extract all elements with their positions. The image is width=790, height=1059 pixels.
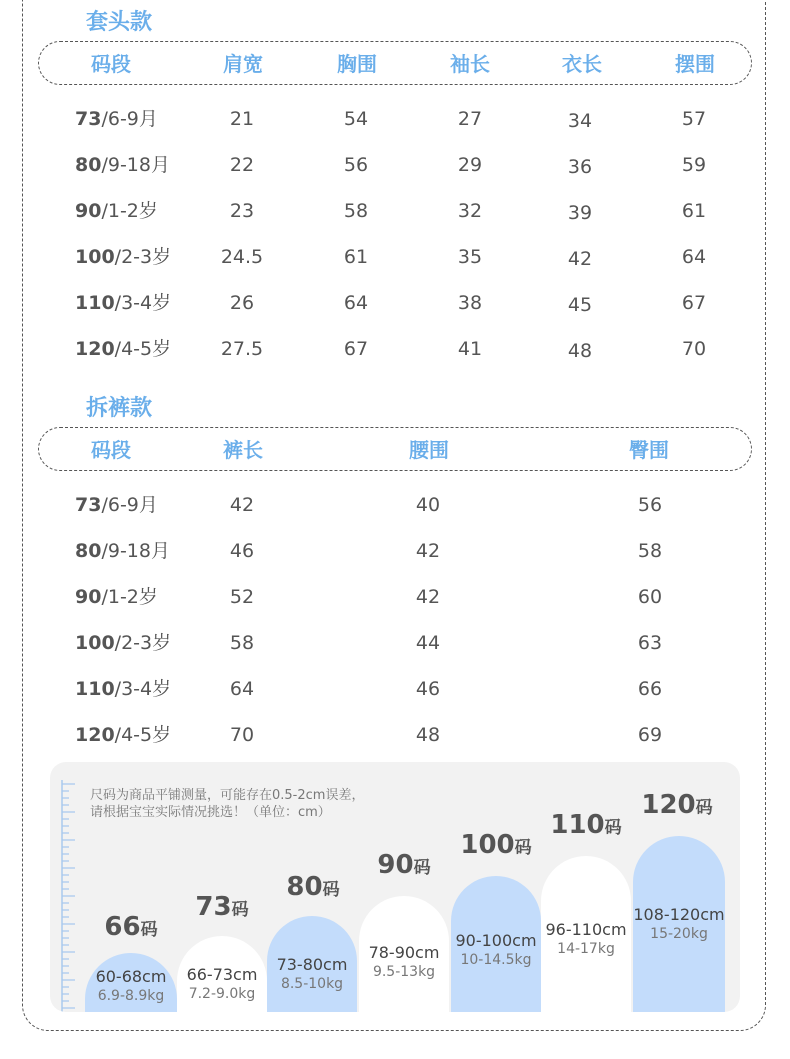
pullover-header-size: 码段: [91, 52, 131, 76]
size-label: 90/1-2岁: [75, 200, 158, 222]
table-cell: 48: [415, 724, 441, 746]
table-cell: 29: [457, 154, 483, 176]
pants-title: 拆裤款: [86, 396, 153, 421]
table-cell: 27: [457, 108, 483, 130]
size-label: 80/9-18月: [75, 540, 170, 562]
table-cell: 39: [567, 202, 593, 224]
table-cell: 66: [637, 678, 663, 700]
pullover-header-chest: 胸围: [337, 52, 377, 76]
table-row: [0, 674, 790, 704]
table-row: [0, 196, 790, 226]
size-110-arch: [541, 856, 631, 1012]
table-cell: 40: [415, 494, 441, 516]
table-cell: 70: [681, 338, 707, 360]
size-label: 80/9-18月: [75, 154, 170, 176]
table-cell: 44: [415, 632, 441, 654]
table-cell: 41: [457, 338, 483, 360]
table-row: [0, 334, 790, 364]
size-100-height: 90-100cm: [455, 931, 537, 950]
size-label: 120/4-5岁: [75, 724, 172, 746]
table-cell: 42: [415, 540, 441, 562]
size-120-label: 120码: [641, 790, 713, 820]
size-label: 120/4-5岁: [75, 338, 172, 360]
size-120-height: 108-120cm: [633, 905, 725, 924]
table-cell: 58: [229, 632, 255, 654]
size-90-height: 78-90cm: [368, 943, 440, 962]
table-cell: 67: [343, 338, 369, 360]
table-row: [0, 490, 790, 520]
size-label: 100/2-3岁: [75, 246, 172, 268]
size-100-label: 100码: [460, 830, 532, 860]
size-73-arch: [177, 936, 267, 1012]
size-66-weight: 6.9-8.9kg: [97, 988, 165, 1004]
table-cell: 38: [457, 292, 483, 314]
table-cell: 70: [229, 724, 255, 746]
table-cell: 35: [457, 246, 483, 268]
size-73-height: 66-73cm: [186, 965, 258, 984]
table-row: [0, 582, 790, 612]
size-73-label: 73码: [195, 892, 249, 922]
table-cell: 61: [681, 200, 707, 222]
table-cell: 69: [637, 724, 663, 746]
table-cell: 56: [343, 154, 369, 176]
size-90-weight: 9.5-13kg: [372, 964, 436, 980]
size-note-line1: 尺码为商品平铺测量，可能存在0.5-2cm误差，: [90, 788, 365, 803]
size-label: 73/6-9月: [75, 494, 158, 516]
table-cell: 22: [229, 154, 255, 176]
pants-header-hip: 臀围: [629, 438, 669, 462]
pullover-header-hem: 摆围: [675, 52, 715, 76]
size-label: 110/3-4岁: [75, 678, 172, 700]
table-cell: 34: [567, 110, 593, 132]
size-110-height: 96-110cm: [545, 920, 627, 939]
table-cell: 46: [415, 678, 441, 700]
pullover-title: 套头款: [86, 10, 153, 35]
size-90-label: 90码: [377, 850, 431, 880]
table-cell: 64: [229, 678, 255, 700]
size-90-arch: [359, 896, 449, 1012]
table-cell: 52: [229, 586, 255, 608]
table-row: [0, 150, 790, 180]
table-cell: 58: [343, 200, 369, 222]
size-66-arch: [85, 953, 177, 1012]
pants-header: [38, 427, 752, 471]
table-row: [0, 104, 790, 134]
table-cell: 59: [681, 154, 707, 176]
pullover-header: [38, 41, 752, 85]
table-cell: 64: [343, 292, 369, 314]
table-cell: 48: [567, 340, 593, 362]
size-80-weight: 8.5-10kg: [280, 976, 344, 992]
table-row: [0, 628, 790, 658]
table-cell: 32: [457, 200, 483, 222]
size-120-arch: [633, 836, 725, 1012]
pants-header-size: 码段: [91, 438, 131, 462]
table-cell: 58: [637, 540, 663, 562]
size-note-line2: 请根据宝宝实际情况挑选！（单位：cm）: [90, 805, 331, 820]
table-cell: 24.5: [220, 246, 264, 268]
table-cell: 27.5: [220, 338, 264, 360]
size-guide-panel: [50, 762, 740, 1012]
size-110-label: 110码: [550, 810, 622, 840]
table-cell: 23: [229, 200, 255, 222]
size-label: 100/2-3岁: [75, 632, 172, 654]
size-100-arch: [451, 876, 541, 1012]
size-73-weight: 7.2-9.0kg: [188, 986, 256, 1002]
table-cell: 36: [567, 156, 593, 178]
table-cell: 26: [229, 292, 255, 314]
size-label: 73/6-9月: [75, 108, 158, 130]
table-cell: 46: [229, 540, 255, 562]
size-80-label: 80码: [286, 872, 340, 902]
table-cell: 42: [567, 248, 593, 270]
size-120-weight: 15-20kg: [650, 926, 708, 942]
table-cell: 64: [681, 246, 707, 268]
table-row: [0, 242, 790, 272]
table-cell: 61: [343, 246, 369, 268]
table-cell: 45: [567, 294, 593, 316]
table-row: [0, 536, 790, 566]
pullover-header-shoulder: 肩宽: [223, 52, 263, 76]
table-row: [0, 288, 790, 318]
ruler-icon: [61, 780, 81, 1012]
table-cell: 60: [637, 586, 663, 608]
table-cell: 21: [229, 108, 255, 130]
pullover-header-length: 衣长: [562, 52, 602, 76]
pants-header-waist: 腰围: [409, 438, 449, 462]
size-66-label: 66码: [104, 912, 158, 942]
pullover-header-sleeve: 袖长: [450, 52, 490, 76]
size-110-weight: 14-17kg: [557, 941, 615, 957]
size-80-height: 73-80cm: [276, 955, 348, 974]
table-cell: 56: [637, 494, 663, 516]
size-label: 110/3-4岁: [75, 292, 172, 314]
table-cell: 54: [343, 108, 369, 130]
table-cell: 57: [681, 108, 707, 130]
table-cell: 67: [681, 292, 707, 314]
size-100-weight: 10-14.5kg: [460, 952, 532, 968]
table-cell: 42: [229, 494, 255, 516]
table-row: [0, 720, 790, 750]
size-66-height: 60-68cm: [95, 967, 167, 986]
table-cell: 42: [415, 586, 441, 608]
table-cell: 63: [637, 632, 663, 654]
size-label: 90/1-2岁: [75, 586, 158, 608]
pants-header-length: 裤长: [223, 438, 263, 462]
size-80-arch: [267, 916, 357, 1012]
